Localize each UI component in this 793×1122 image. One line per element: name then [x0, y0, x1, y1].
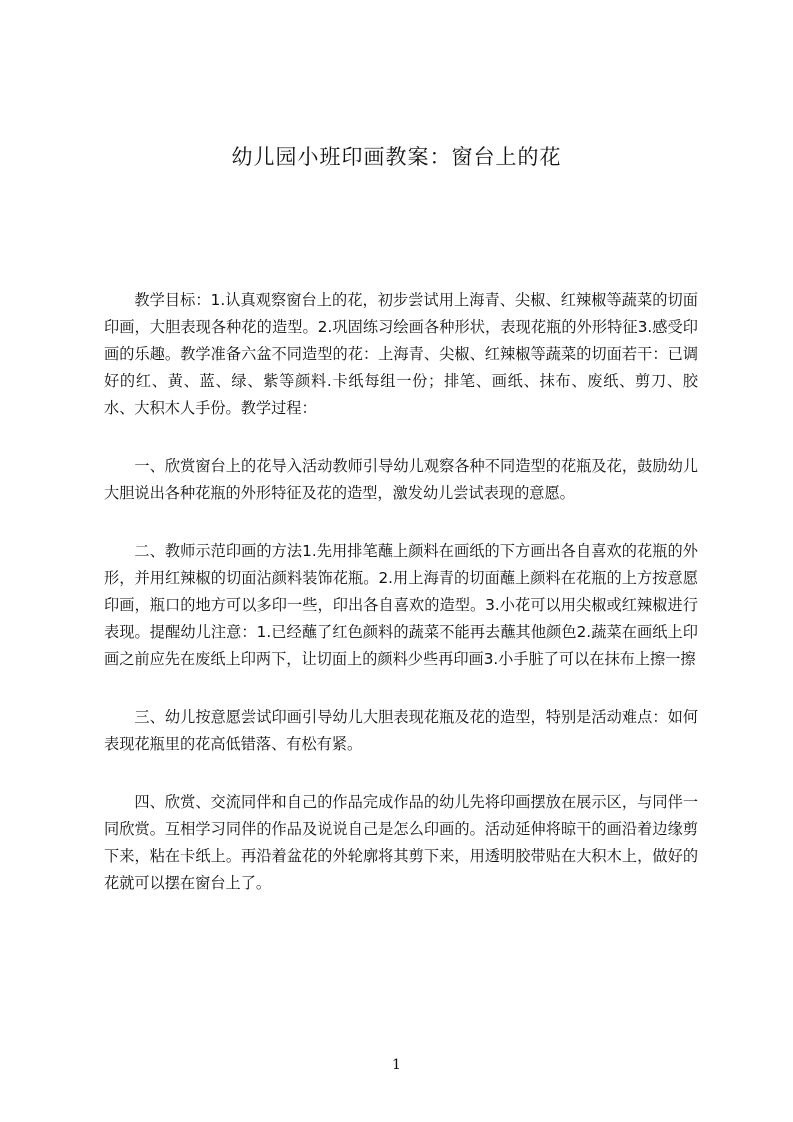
paragraph-step-one: 一、欣赏窗台上的花导入活动教师引导幼儿观察各种不同造型的花瓶及花，鼓励幼儿大胆说出各种花瓶的外形特征及花的造型，激发幼儿尝试表现的意愿。	[104, 457, 698, 502]
document-body	[104, 287, 698, 928]
paragraph-step-three: 三、幼儿按意愿尝试印画引导幼儿大胆表现花瓶及花的造型，特别是活动难点：如何表现花瓶里的花高低错落、有松有紧。	[104, 708, 698, 753]
paragraph-step-two: 二、教师示范印画的方法1.先用排笔蘸上颜料在画纸的下方画出各自喜欢的花瓶的外形，并用红辣椒的切面沾颜料装饰花瓶。2.用上海青的切面蘸上颜料在花瓶的上方按意愿印画，瓶口的地方可以多印一些，印出各自喜欢的造型。3.小花可以用尖椒或红辣椒进行表现。提醒幼儿注意：1.已经蘸了红色颜料的蔬菜不能再去蘸其他颜色2.蔬菜在画纸上印画之前应先在废纸上印两下，让切面上的颜料少些再印画3.小手脏了可以在抹布上擦一擦	[104, 542, 698, 668]
paragraph-step-four: 四、欣赏、交流同伴和自己的作品完成作品的幼儿先将印画摆放在展示区，与同伴一同欣赏。互相学习同伴的作品及说说自己是怎么印画的。活动延伸将晾干的画沿着边缘剪下来，粘在卡纸上。再沿着盆花的外轮廓将其剪下来，用透明胶带贴在大积木上，做好的花就可以摆在窗台上了。	[104, 793, 698, 892]
paragraph-teaching-goals: 教学目标：1.认真观察窗台上的花，初步尝试用上海青、尖椒、红辣椒等蔬菜的切面印画，大胆表现各种花的造型。2.巩固练习绘画各种形状，表现花瓶的外形特征3.感受印画的乐趣。教学准备六盆不同造型的花：上海青、尖椒、红辣椒等蔬菜的切面若干：已调好的红、黄、蓝、绿、紫等颜料.卡纸每组一份；排笔、画纸、抹布、废纸、剪刀、胶水、大积木人手份。教学过程：	[104, 291, 698, 417]
document-title: 幼儿园小班印画教案：窗台上的花	[231, 145, 562, 169]
page-number: 1	[392, 1057, 401, 1073]
